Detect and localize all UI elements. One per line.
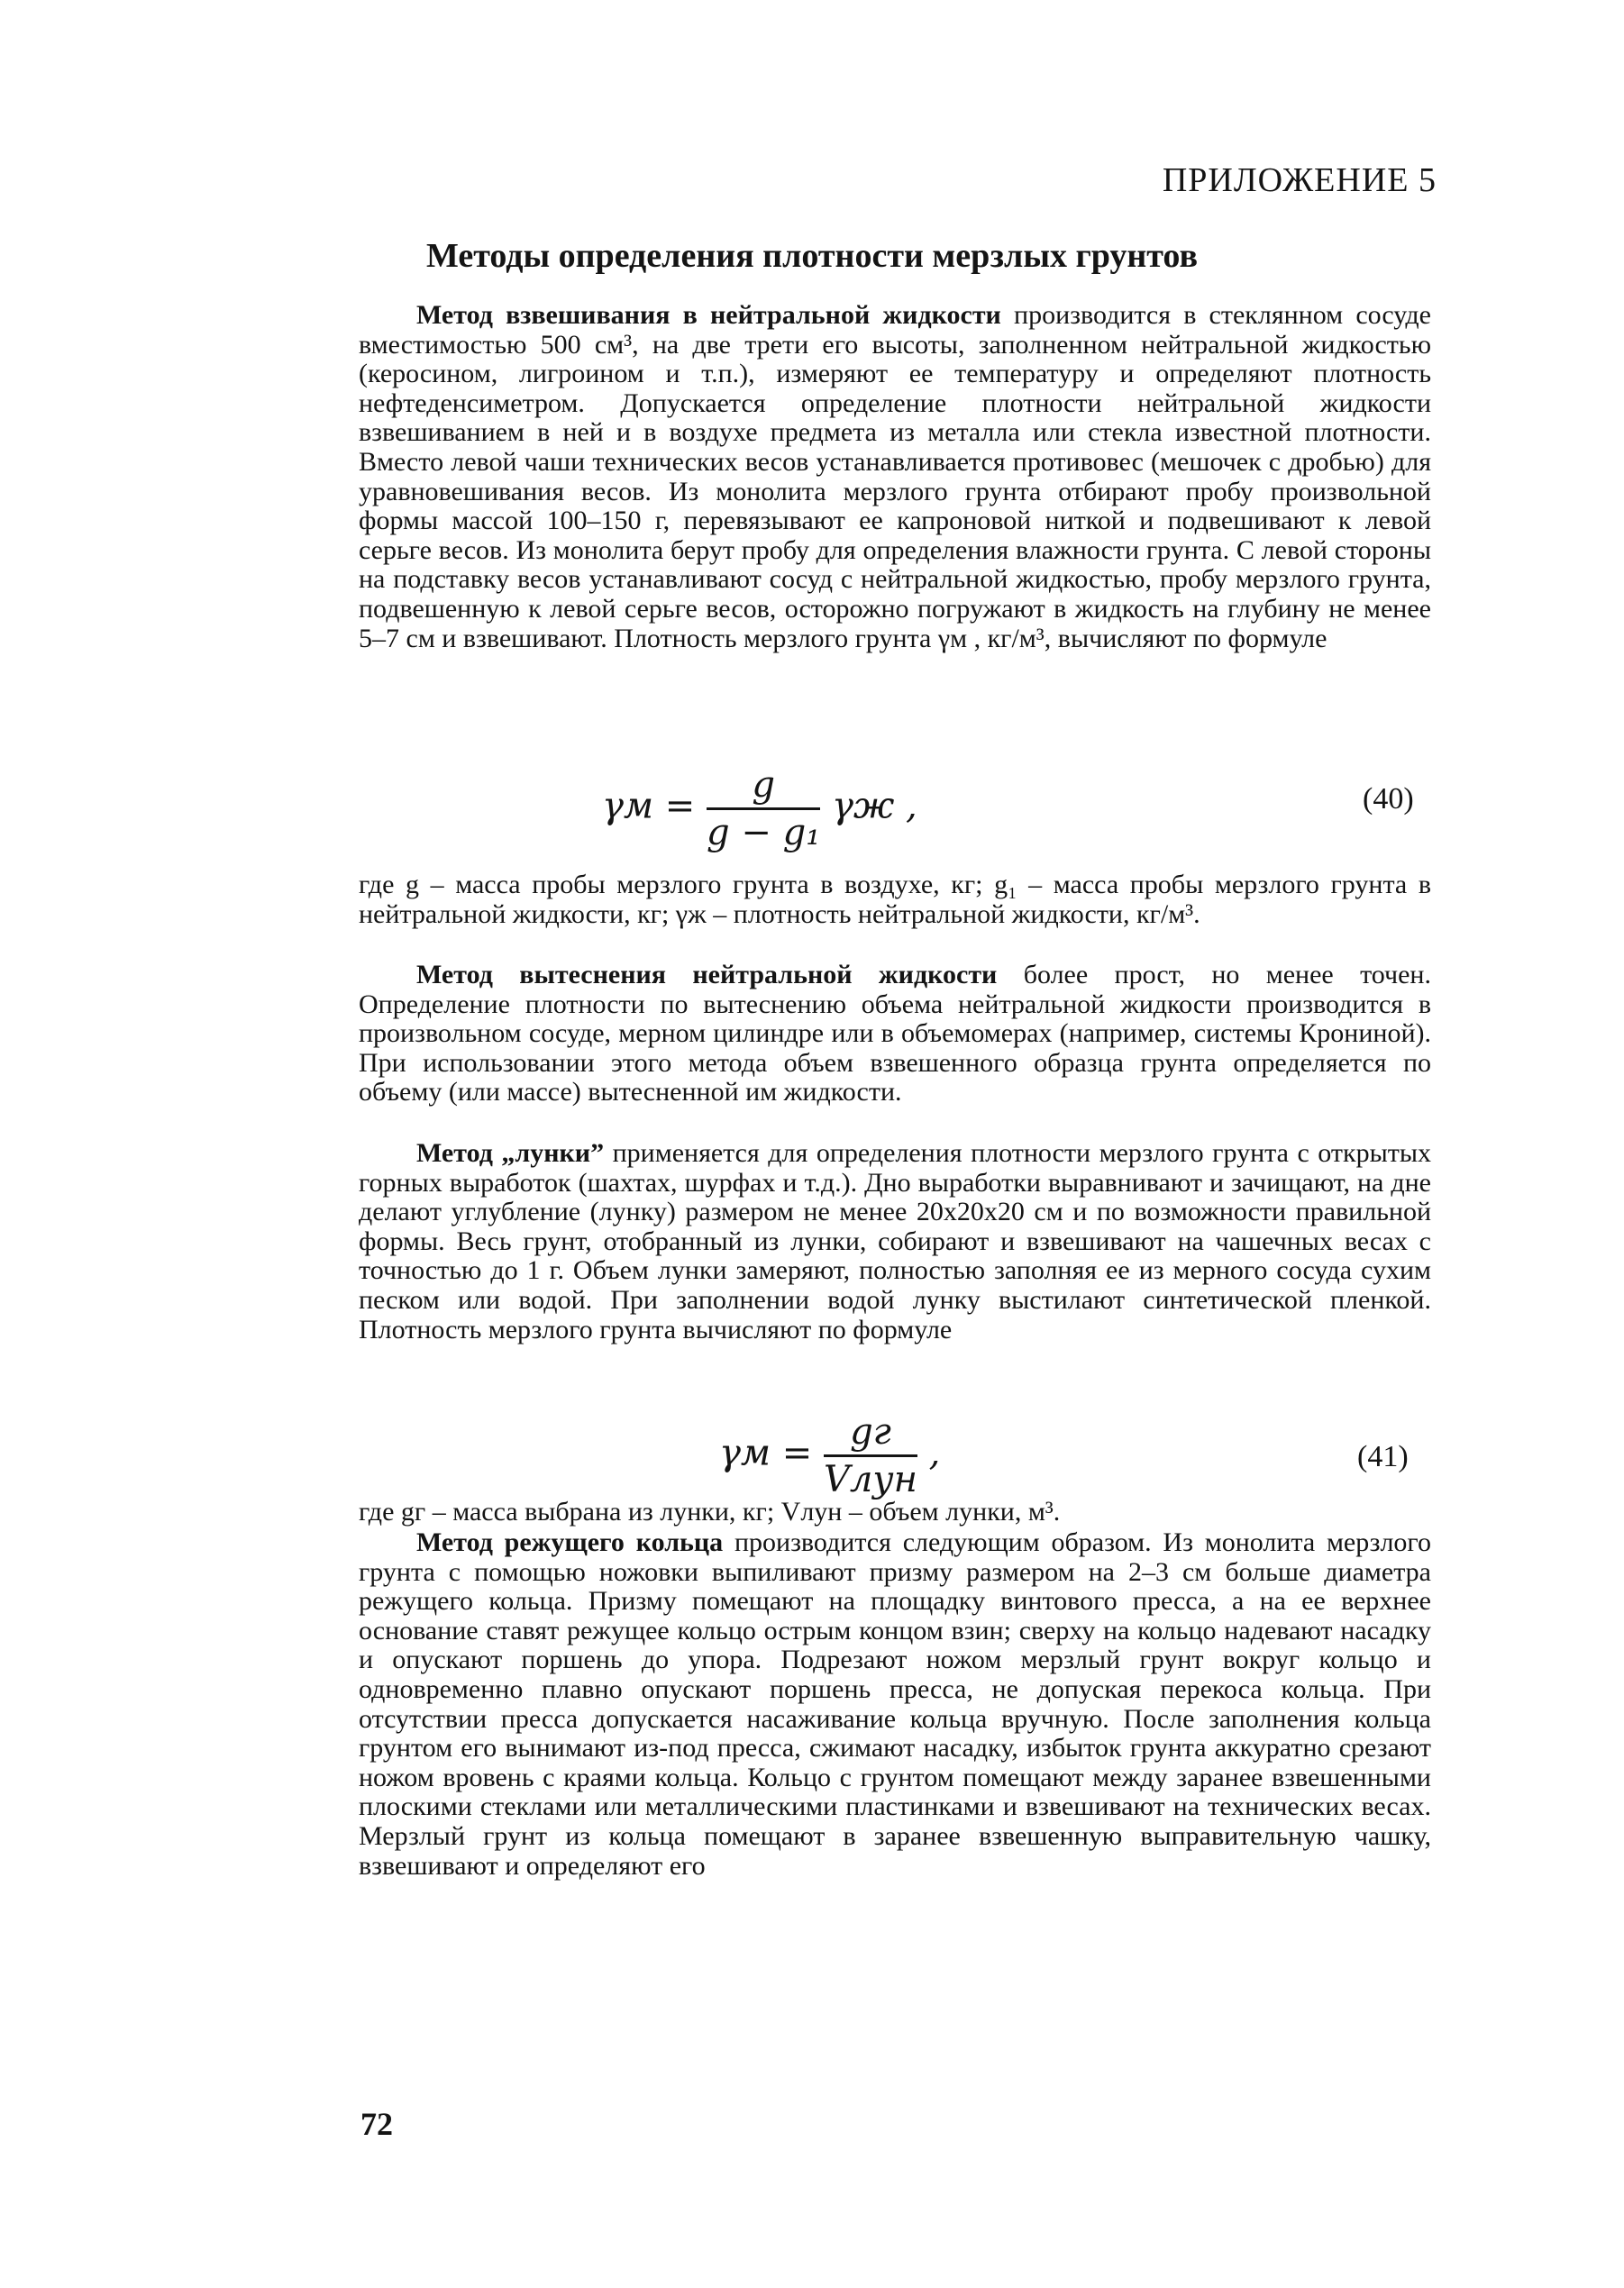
page-number: 72 [360, 2106, 393, 2142]
formula-rhs: , [928, 1432, 941, 1474]
paragraph-where-40 [359, 871, 1431, 929]
paragraph-lead: Метод „лунки” [416, 1138, 605, 1168]
paragraph-lead: Метод режущего кольца [416, 1527, 724, 1557]
paragraph-where-41 [359, 1498, 1431, 1527]
formula-rhs: γж , [831, 785, 917, 827]
formula-fraction [707, 764, 820, 853]
page-title: Методы определения плотности мерзлых грунтов [425, 237, 1199, 275]
equation-number-40: (40) [1363, 782, 1414, 816]
paragraph-lead: Метод вытеснения нейтральной жидкости [416, 960, 998, 989]
formula-denominator: g − g₁ [707, 812, 821, 853]
paragraph-weighing [359, 301, 1431, 653]
where-text: где g – масса пробы мерзлого грунта в воздухе, кг; g₁ – масса пробы мерзлого грунта в нейтральной жидкости, кг; γж – плотность нейтральной жидкости, кг/м³. [359, 870, 1431, 929]
appendix-label: ПРИЛОЖЕНИЕ 5 [1162, 161, 1437, 199]
paragraph-text: производится следующим образом. Из монолита мерзлого грунта с помощью ножовки выпиливают призму размером на 2–3 см больше диаметра режущего кольца. Призму помещают на площадку винтового пресса, а на ее верхнее основание ставят режущее кольцо острым концом взин; сверху на кольцо надевают насадку и опускают поршень до упора. Подрезают ножом мерзлый грунт вокруг кольцо и одновременно плавно опускают поршень пресса, не допуская перекоса кольца. При отсутствии пресса допускается насаживание кольца вручную. После заполнения кольца грунтом его вынимают из-под пресса, сжимают насадку, избыток грунта аккуратно срезают ножом вровень с краями кольца. Кольцо с грунтом помещают между заранее взвешенными плоскими стеклами или металлическими пластинками и взвешивают на технических весах. Мерзлый грунт из кольца помещают в заранее взвешенную выправительную чашку, взвешивают и определяют его [359, 1527, 1431, 1881]
where-text: где gг – масса выбрана из лунки, кг; Vлун – объем лунки, м³. [359, 1497, 1061, 1527]
formula-41 [719, 1411, 940, 1500]
formula-lhs: γм = [719, 1432, 813, 1474]
paragraph-displacement [359, 961, 1431, 1108]
formula-numerator: gг [824, 1411, 917, 1457]
formula-numerator: g [707, 764, 820, 810]
formula-40 [602, 764, 917, 853]
paragraph-pit [359, 1139, 1431, 1345]
paragraph-text: производится в стеклянном сосуде вместимостью 500 см³, на две трети его высоты, заполненном нейтральной жидкостью (керосином, лигроином и т.п.), измеряют ее температуру и определяют плотность нефтеденсиметром. Допускается определение плотности нейтральной жидкости взвешиванием в ней и в воздухе предмета из металла или стекла известной плотности. Вместо левой чаши технических весов устанавливается противовес (мешочек с дробью) для уравновешивания весов. Из монолита мерзлого грунта отбирают пробу произвольной формы массой 100–150 г, перевязывают ее капроновой ниткой и подвешивают к левой серьге весов. Из монолита берут пробу для определения влажности грунта. С левой стороны на подставку весов устанавливают сосуд с нейтральной жидкостью, пробу мерзлого грунта, подвешенную к левой серьге весов, осторожно погружают в жидкость на глубину не менее 5–7 см и взвешивают. Плотность мерзлого грунта γм , кг/м³, вычисляют по формуле [359, 300, 1431, 653]
paragraph-ring [359, 1528, 1431, 1881]
formula-denominator: Vлун [824, 1459, 917, 1500]
paragraph-text: более прост, но менее точен. Определение плотности по вытеснению объема нейтральной жидкости производится в произвольном сосуде, мерном цилиндре или в объемомерах (например, системы Крониной). При использовании этого метода объем взвешенного образца грунта определяется по объему (или массе) вытесненной им жидкости. [359, 960, 1431, 1108]
formula-fraction [824, 1411, 917, 1500]
paragraph-text: применяется для определения плотности мерзлого грунта с открытых горных выработок (шахтах, шурфах и т.д.). Дно выработки выравнивают и зачищают, на дне делают углубление (лунку) размером не менее 20х20х20 см и по возможности правильной формы. Весь грунт, отобранный из лунки, собирают и взвешивают на чашечных весах с точностью до 1 г. Объем лунки замеряют, полностью заполняя ее из мерного сосуда сухим песком или водой. При заполнении водой лунку выстилают синтетической пленкой. Плотность мерзлого грунта вычисляют по формуле [359, 1138, 1431, 1345]
equation-number-41: (41) [1357, 1440, 1409, 1473]
formula-lhs: γм = [602, 785, 696, 827]
paragraph-lead: Метод взвешивания в нейтральной жидкости [416, 300, 1001, 330]
